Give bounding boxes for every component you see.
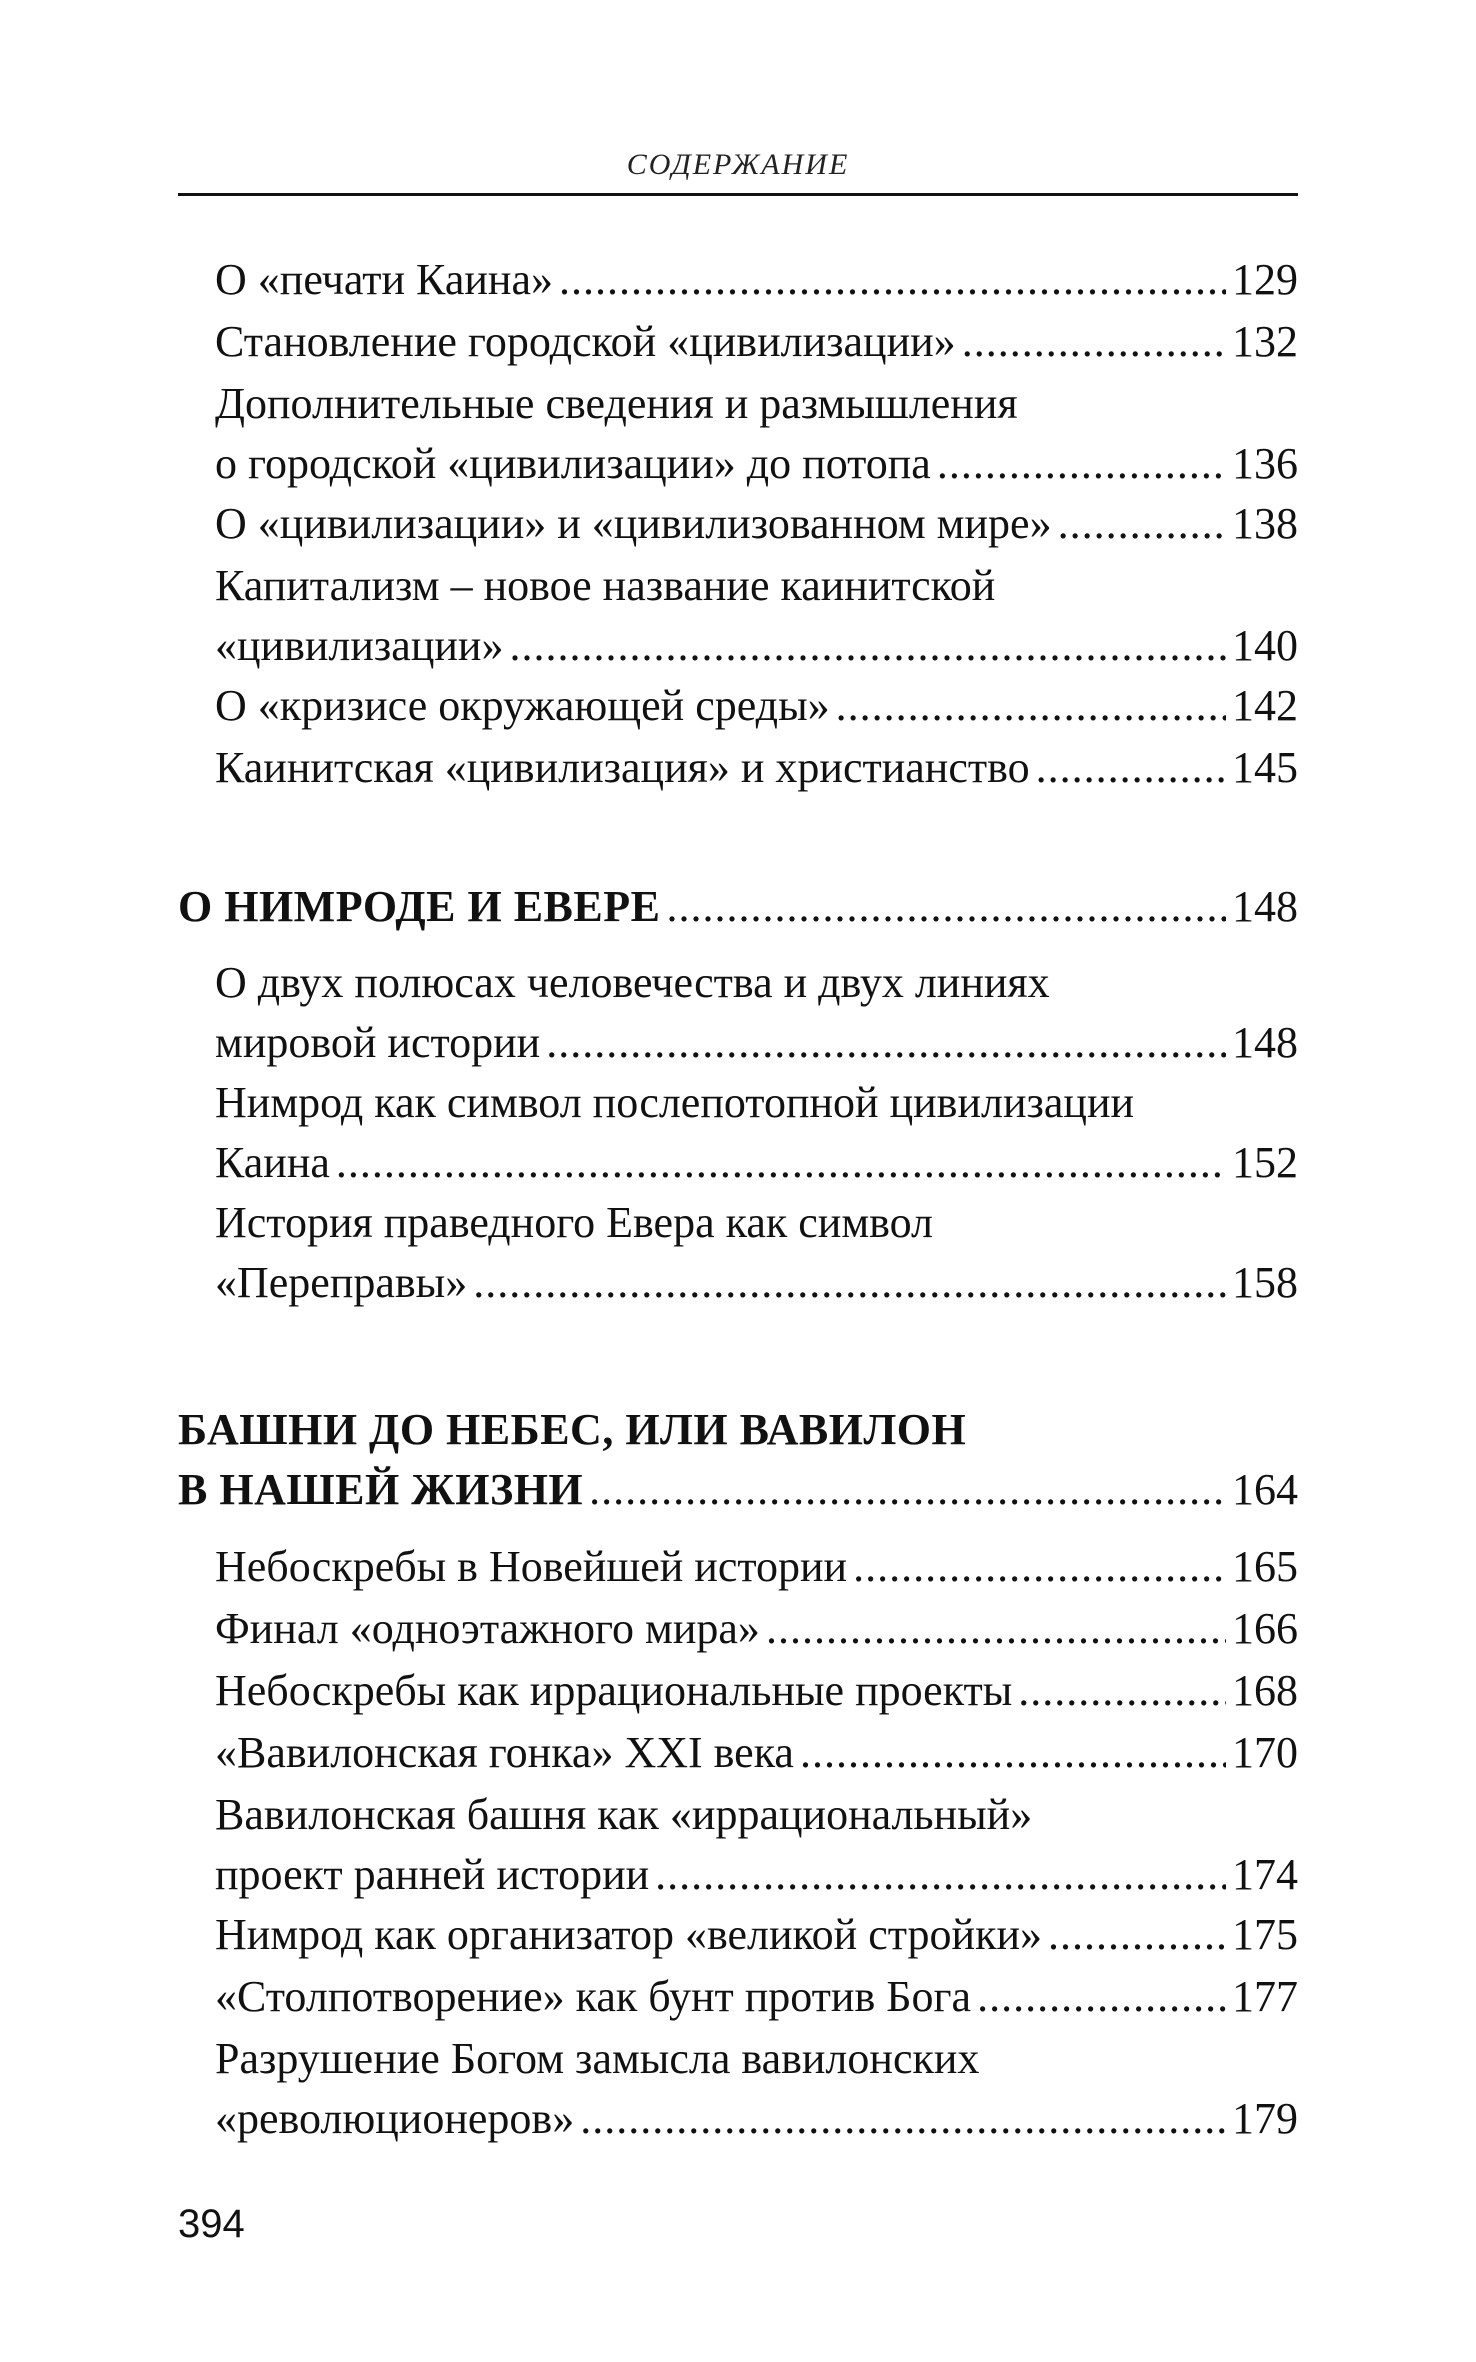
- leader-dots: [546, 1013, 1226, 1073]
- leader-dots: [1018, 1661, 1226, 1721]
- toc-entry[interactable]: [215, 1193, 1298, 1313]
- toc-page-number: 138: [1232, 499, 1298, 548]
- toc-entry[interactable]: [215, 1905, 1298, 1965]
- toc-entry-title: Каина: [215, 1138, 330, 1187]
- toc-entry-title: о городской «цивилизации» до потопа: [215, 439, 931, 488]
- toc-page-number: 132: [1232, 317, 1298, 366]
- toc-page-number: 164: [1232, 1465, 1298, 1514]
- toc-page-number: 170: [1232, 1728, 1298, 1777]
- toc-entry[interactable]: [215, 1785, 1298, 1905]
- toc-page-number: 142: [1232, 681, 1298, 730]
- toc-entry[interactable]: [215, 1073, 1298, 1193]
- running-head: СОДЕРЖАНИЕ: [626, 148, 850, 181]
- toc-entry-title: О «печати Каина»: [215, 255, 553, 304]
- leader-dots: [1048, 1905, 1226, 1965]
- toc-entry-title: Небоскребы в Новейшей истории: [215, 1542, 848, 1591]
- toc-chapter[interactable]: [178, 1400, 1298, 1520]
- toc-chapter-title: О НИМРОДЕ И ЕВЕРЕ: [178, 882, 661, 931]
- toc-entry-title-line: Нимрод как символ послепотопной цивилизации: [215, 1078, 1135, 1127]
- toc-entry-title-line: О двух полюсах человечества и двух линиях: [215, 958, 1050, 1007]
- leader-dots: [509, 616, 1226, 676]
- toc-entry-title-line: Вавилонская башня как «иррациональный»: [215, 1790, 1033, 1839]
- toc-entry[interactable]: [215, 312, 1298, 372]
- leader-dots: [655, 1845, 1226, 1905]
- toc-page-number: 129: [1232, 255, 1298, 304]
- toc-chapter[interactable]: [178, 877, 1298, 937]
- toc-page-number: 148: [1232, 1018, 1298, 1067]
- toc-entry-title: «Столпотворение» как бунт против Бога: [215, 1972, 972, 2021]
- leader-dots: [977, 1967, 1226, 2027]
- toc-entry-title: «революционеров»: [215, 2094, 575, 2143]
- toc-page-number: 168: [1232, 1666, 1298, 1715]
- toc-entry[interactable]: [215, 676, 1298, 736]
- toc-entry-title-line: Разрушение Богом замысла вавилонских: [215, 2034, 980, 2083]
- toc-page-number: 145: [1232, 743, 1298, 792]
- toc-entry[interactable]: [215, 1599, 1298, 1659]
- toc-entry-title-line: Дополнительные сведения и размышления: [215, 379, 1018, 428]
- toc-page-number: 166: [1232, 1604, 1298, 1653]
- leader-dots: [1036, 738, 1226, 798]
- toc-chapter-title-line: БАШНИ ДО НЕБЕС, ИЛИ ВАВИЛОН: [178, 1405, 967, 1454]
- toc-entry-title: Становление городской «цивилизации»: [215, 317, 956, 366]
- leader-dots: [666, 877, 1226, 937]
- toc-page-number: 165: [1232, 1542, 1298, 1591]
- toc-entry[interactable]: [215, 1723, 1298, 1783]
- leader-dots: [766, 1599, 1226, 1659]
- toc-page-number: 140: [1232, 621, 1298, 670]
- toc-entry-title: Нимрод как организатор «великой стройки»: [215, 1910, 1042, 1959]
- toc-page-number: 136: [1232, 439, 1298, 488]
- toc-entry[interactable]: [215, 1537, 1298, 1597]
- leader-dots: [962, 312, 1226, 372]
- toc-entry-title: проект ранней истории: [215, 1850, 650, 1899]
- leader-dots: [800, 1723, 1226, 1783]
- toc-page-number: 175: [1232, 1910, 1298, 1959]
- toc-entry[interactable]: [215, 556, 1298, 676]
- leader-dots: [589, 1460, 1226, 1520]
- toc-entry[interactable]: [215, 250, 1298, 310]
- toc-page-number: 177: [1232, 1972, 1298, 2021]
- toc-entry-title: «цивилизации»: [215, 621, 504, 670]
- toc-page-number: 174: [1232, 1850, 1298, 1899]
- toc-page-number: 152: [1232, 1138, 1298, 1187]
- toc-entry-title: Финал «одноэтажного мира»: [215, 1604, 760, 1653]
- toc-entry[interactable]: [215, 1967, 1298, 2027]
- leader-dots: [853, 1537, 1226, 1597]
- leader-dots: [336, 1133, 1226, 1193]
- toc-entry[interactable]: [215, 1661, 1298, 1721]
- toc-page-number: 158: [1232, 1258, 1298, 1307]
- page-number: 394: [178, 2202, 245, 2246]
- leader-dots: [580, 2089, 1226, 2149]
- toc-entry[interactable]: [215, 2029, 1298, 2149]
- toc-entry[interactable]: [215, 738, 1298, 798]
- leader-dots: [937, 434, 1226, 494]
- leader-dots: [559, 250, 1226, 310]
- toc-entry-title: «Переправы»: [215, 1258, 468, 1307]
- toc-page-number: 179: [1232, 2094, 1298, 2143]
- leader-dots: [1058, 494, 1226, 554]
- toc-entry-title: Каинитская «цивилизация» и христианство: [215, 743, 1030, 792]
- leader-dots: [473, 1253, 1226, 1313]
- toc-entry[interactable]: [215, 374, 1298, 494]
- toc-entry-title: «Вавилонская гонка» XXI века: [215, 1728, 794, 1777]
- leader-dots: [836, 676, 1226, 736]
- toc-entry-title: О «цивилизации» и «цивилизованном мире»: [215, 499, 1052, 548]
- toc-entry-title-line: История праведного Евера как символ: [215, 1198, 934, 1247]
- toc-entry[interactable]: [215, 494, 1298, 554]
- toc-entry-title: О «кризисе окружающей среды»: [215, 681, 830, 730]
- toc-page-number: 148: [1232, 882, 1298, 931]
- toc-entry-title: мировой истории: [215, 1018, 541, 1067]
- header-rule: [178, 193, 1298, 196]
- toc-entry[interactable]: [215, 953, 1298, 1073]
- toc-entry-title-line: Капитализм – новое название каинитской: [215, 561, 996, 610]
- toc-entry-title: Небоскребы как иррациональные проекты: [215, 1666, 1013, 1715]
- toc-chapter-title: В НАШЕЙ ЖИЗНИ: [178, 1465, 584, 1514]
